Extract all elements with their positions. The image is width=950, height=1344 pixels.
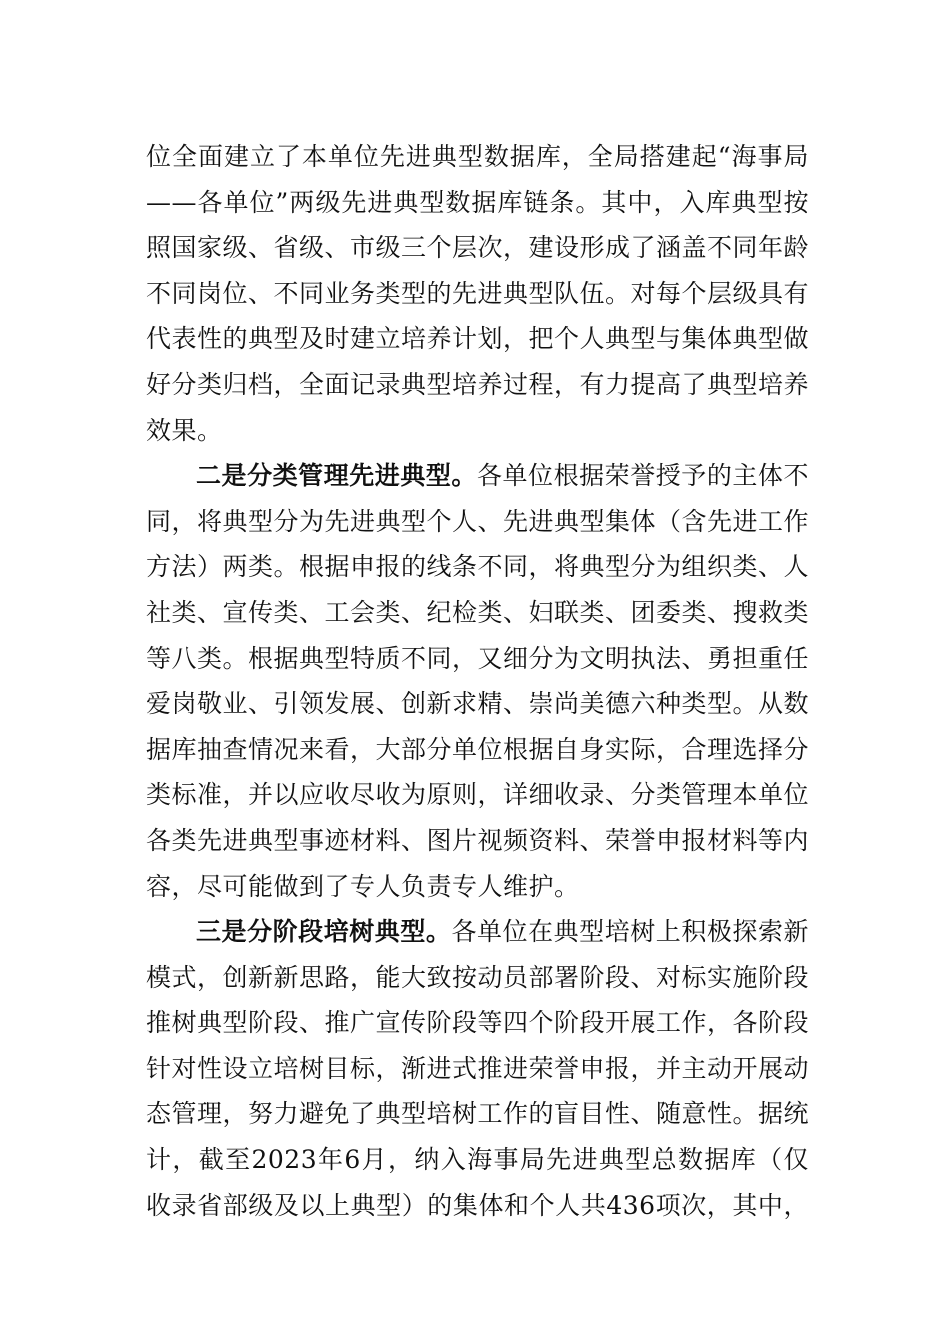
- text-line: 类标准，并以应收尽收为原则，详细收录、分类管理本单位: [146, 780, 809, 810]
- text-line: 推树典型阶段、推广宣传阶段等四个阶段开展工作，各阶段: [146, 1008, 809, 1038]
- text-line: 不同岗位、不同业务类型的先进典型队伍。对每个层级具有: [146, 278, 809, 308]
- text-line: 等八类。根据典型特质不同，又细分为文明执法、勇担重任: [146, 643, 809, 673]
- text-line: 效果。: [146, 415, 223, 445]
- text-line: 代表性的典型及时建立培养计划，把个人典型与集体典型做: [146, 324, 809, 354]
- paragraph-1: [146, 134, 809, 453]
- paragraph-heading: 二是分类管理先进典型。: [196, 461, 477, 491]
- paragraph-text: 各单位在典型培树上积极探索新: [451, 917, 809, 947]
- text-line: 据库抽查情况来看，大部分单位根据自身实际，合理选择分: [146, 734, 809, 764]
- text-line: 各类先进典型事迹材料、图片视频资料、荣誉申报材料等内: [146, 825, 809, 855]
- text-line: [146, 909, 809, 955]
- text-line: [146, 453, 809, 499]
- text-line: 爱岗敬业、引领发展、创新求精、崇尚美德六种类型。从数: [146, 689, 809, 719]
- text-line: 态管理，努力避免了典型培树工作的盲目性、随意性。据统: [146, 1099, 809, 1129]
- text-line: 位全面建立了本单位先进典型数据库，全局搭建起“海事局: [146, 142, 809, 171]
- text-line: 计，截至2023年6月，纳入海事局先进典型总数据库（仅: [146, 1145, 809, 1175]
- document-body: [146, 134, 809, 1228]
- text-line: 收录省部级及以上典型）的集体和个人共436项次，其中，: [146, 1190, 809, 1220]
- text-line: 社类、宣传类、工会类、纪检类、妇联类、团委类、搜救类: [146, 597, 809, 627]
- paragraph-heading: 三是分阶段培树典型。: [196, 917, 452, 947]
- text-line: 模式，创新新思路，能大致按动员部署阶段、对标实施阶段: [146, 962, 809, 992]
- paragraph-text: 各单位根据荣誉授予的主体不: [476, 461, 809, 491]
- paragraph-2: [146, 453, 809, 909]
- text-line: 好分类归档，全面记录典型培养过程，有力提高了典型培养: [146, 369, 809, 399]
- paragraph-3: [146, 909, 809, 1228]
- text-line: ——各单位”两级先进典型数据库链条。其中，入库典型按: [146, 187, 809, 217]
- text-line: 照国家级、省级、市级三个层次，建设形成了涵盖不同年龄: [146, 233, 809, 263]
- text-line: 容，尽可能做到了专人负责专人维护。: [146, 871, 580, 901]
- text-line: 针对性设立培树目标，渐进式推进荣誉申报，并主动开展动: [146, 1053, 809, 1083]
- text-line: 同，将典型分为先进典型个人、先进典型集体（含先进工作: [146, 506, 809, 536]
- text-line: 方法）两类。根据申报的线条不同，将典型分为组织类、人: [146, 552, 809, 582]
